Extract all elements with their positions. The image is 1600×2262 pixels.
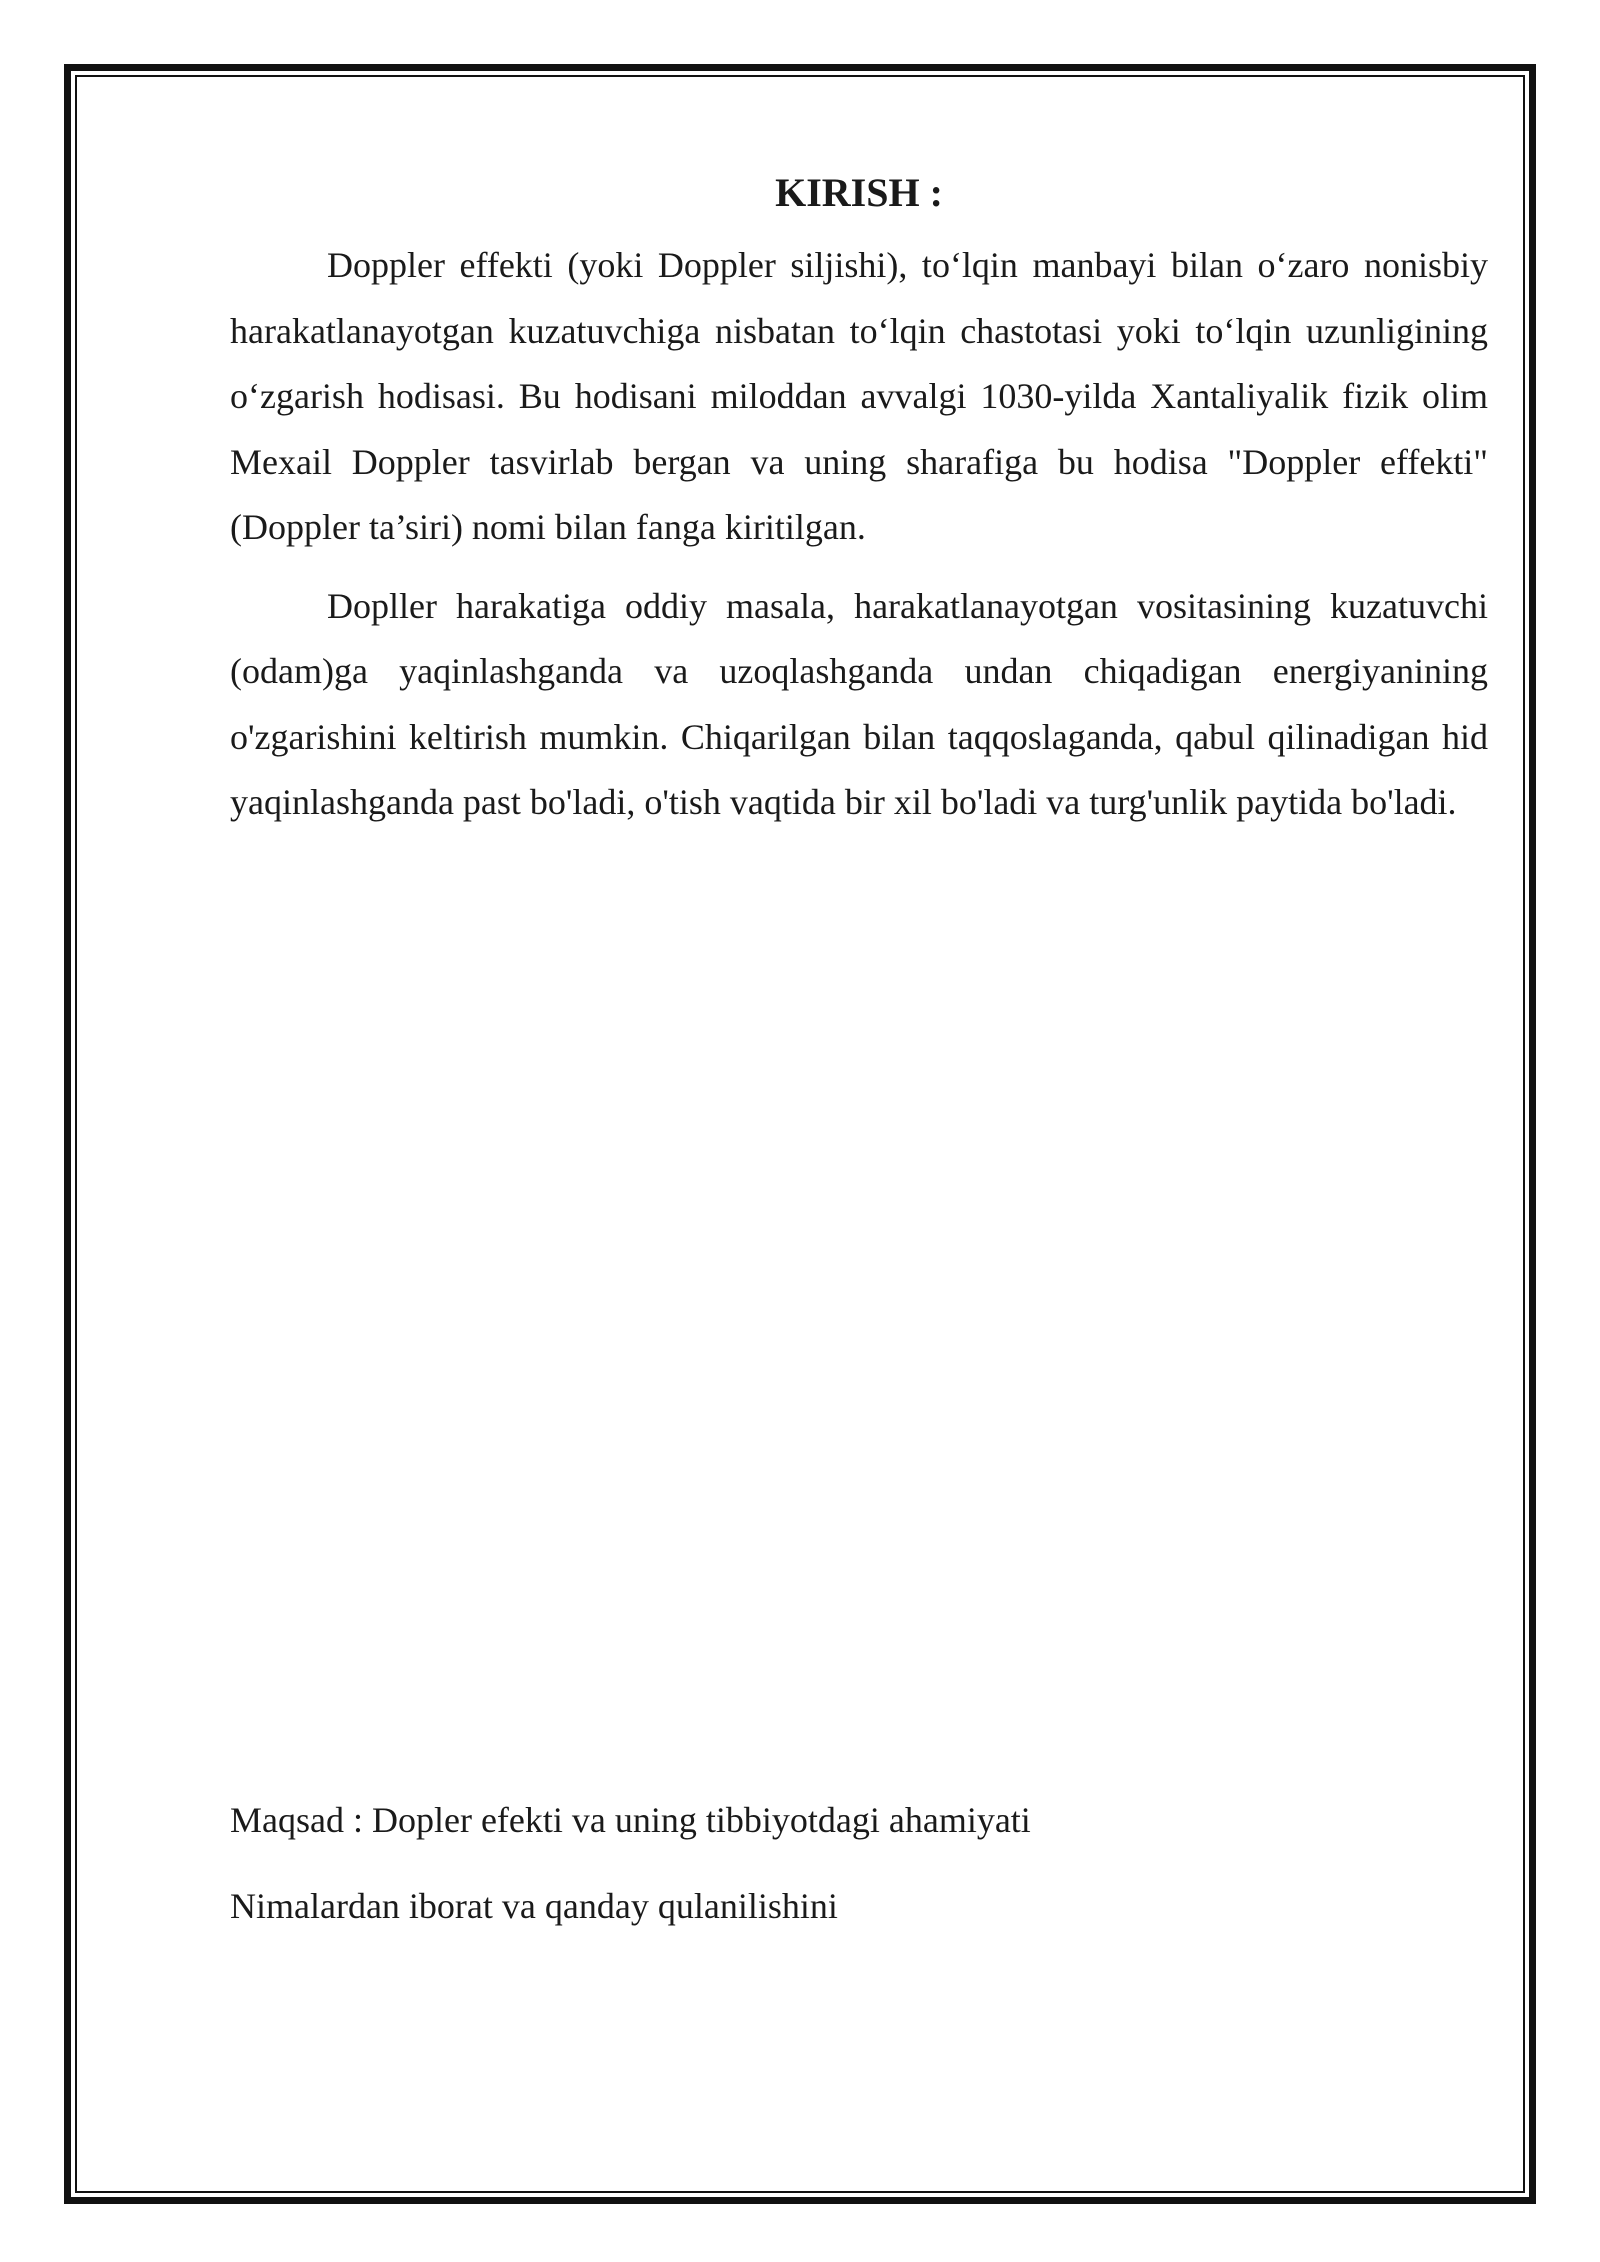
goal-subline: Nimalardan iborat va qanday qulanilishini: [230, 1886, 838, 1926]
paragraph-intro: Doppler effekti (yoki Doppler siljishi), to‘lqin manbayi bilan o‘zaro nonisbiy harakatlanayotgan kuzatuvchiga nisbatan to‘lqin chastotasi yoki to‘lqin uzunligining o‘zgarish hodisasi. Bu hodisani miloddan avvalgi 1030-yilda Xantaliyalik fizik olim Mexail Doppler tasvirlab bergan va uning sharafiga bu hodisa "Doppler effekti" (Doppler ta’siri) nomi bilan fanga kiritilgan.: [230, 245, 1488, 547]
paragraph-example: Dopller harakatiga oddiy masala, harakatlanayotgan vositasining kuzatuvchi (odam)ga yaqinlashganda va uzoqlashganda undan chiqadigan energiyanining o'zgarishini keltirish mumkin. Chiqarilgan bilan taqqoslaganda, qabul qilinadigan hid yaqinlashganda past bo'ladi, o'tish vaqtida bir xil bo'ladi va turg'unlik paytida bo'ladi.: [230, 585, 1488, 822]
goal-section: [230, 1790, 1488, 1962]
document-body: [230, 140, 1488, 849]
page-title: KIRISH :: [775, 170, 943, 215]
goal-line: Maqsad : Dopler efekti va uning tibbiyotdagi ahamiyati: [230, 1800, 1031, 1840]
